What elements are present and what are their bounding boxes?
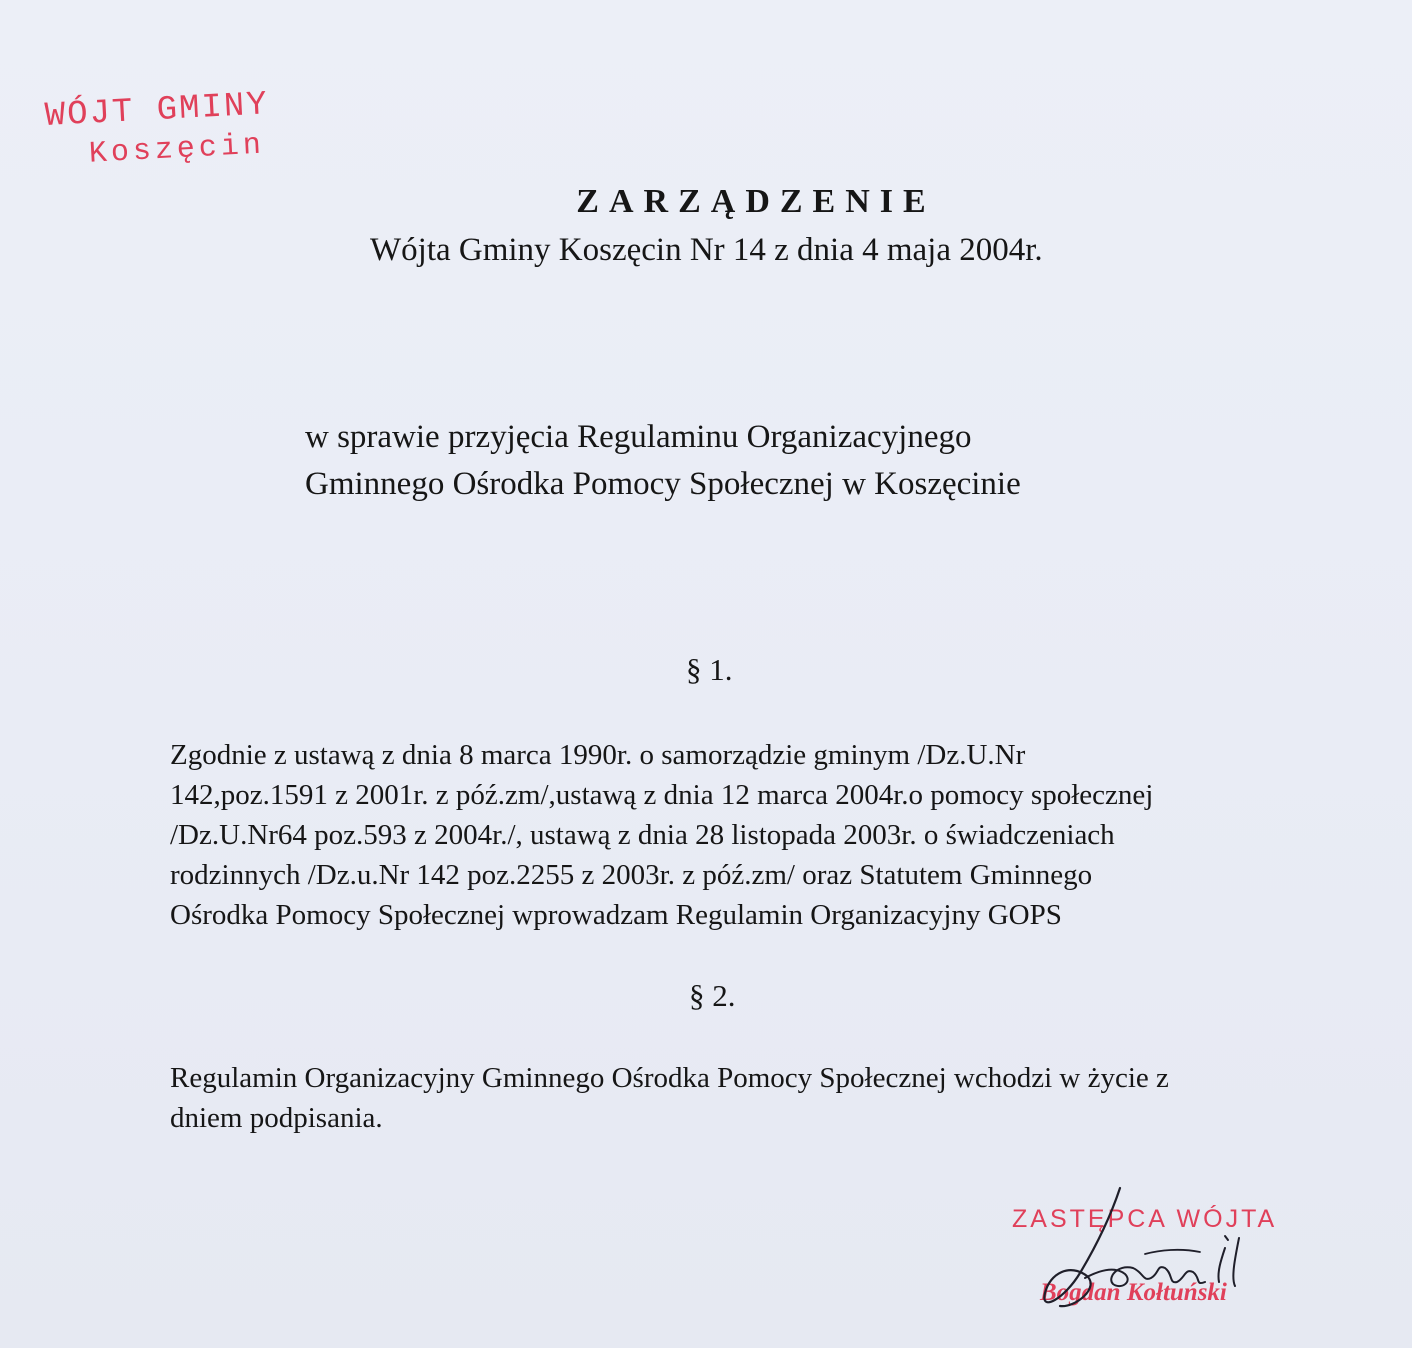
document-title: ZARZĄDZENIE — [576, 183, 936, 220]
handwritten-signature — [1025, 1178, 1285, 1328]
section-1-line: Ośrodka Pomocy Społecznej wprowadzam Regulamin Organizacyjny GOPS — [170, 899, 1062, 931]
section-1-text — [170, 735, 1320, 935]
section-1-mark: § 1. — [686, 652, 733, 687]
stamp-line-office: WÓJT GMINY — [44, 86, 270, 136]
section-2-text — [170, 1058, 1320, 1138]
section-1-line: Zgodnie z ustawą z dnia 8 marca 1990r. o samorządzie gminym /Dz.U.Nr — [170, 739, 1026, 771]
deputy-name: Bogdan Kołtuński — [1040, 1279, 1227, 1306]
section-2-mark: § 2. — [689, 978, 736, 1013]
section-2-line: Regulamin Organizacyjny Gminnego Ośrodka Pomocy Społecznej wchodzi w życie z — [170, 1062, 1169, 1094]
section-1-line: /Dz.U.Nr64 poz.593 z 2004r./, ustawą z dnia 28 listopada 2003r. o świadczeniach — [170, 819, 1115, 851]
municipality-stamp — [44, 86, 272, 174]
section-1-line: 142,poz.1591 z 2001r. z póź.zm/,ustawą z dnia 12 marca 2004r.o pomocy społecznej — [170, 779, 1154, 811]
document-subject — [305, 414, 1021, 508]
deputy-role: ZASTĘPCA WÓJTA — [1012, 1205, 1278, 1233]
document-subtitle: Wójta Gminy Koszęcin Nr 14 z dnia 4 maja 2004r. — [370, 232, 1043, 268]
subject-line: w sprawie przyjęcia Regulaminu Organizacyjnego — [305, 419, 972, 455]
subject-line: Gminnego Ośrodka Pomocy Społecznej w Koszęcinie — [305, 466, 1021, 502]
stamp-line-town: Koszęcin — [88, 128, 266, 172]
section-2-line: dniem podpisania. — [170, 1102, 383, 1134]
section-1-line: rodzinnych /Dz.u.Nr 142 poz.2255 z 2003r. z póź.zm/ oraz Statutem Gminnego — [170, 859, 1093, 891]
